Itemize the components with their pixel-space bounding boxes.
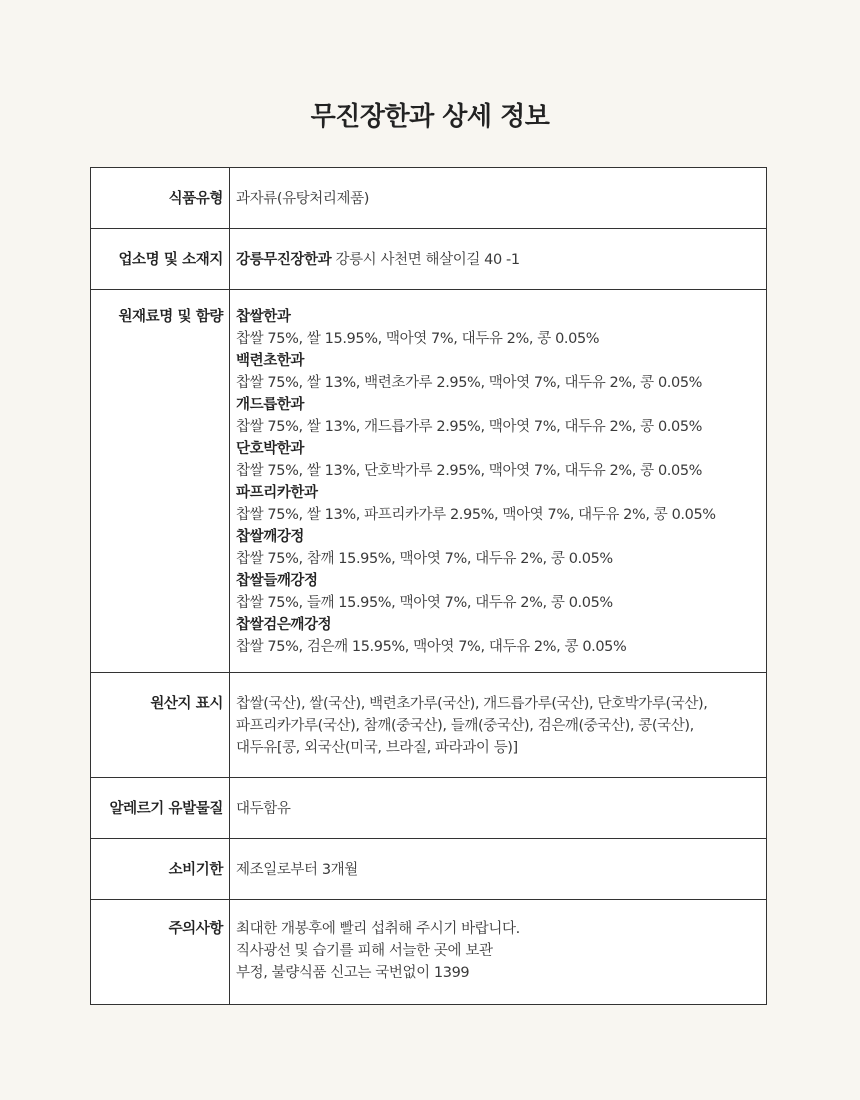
product-ingredients: 찹쌀 75%, 검은깨 15.95%, 맥아엿 7%, 대두유 2%, 콩 0.05% (236, 639, 627, 655)
product-name: 찹쌀깨강정 (236, 529, 305, 545)
company-address: 강릉시 사천면 해살이길 40 -1 (335, 252, 520, 268)
row-origin (91, 673, 767, 778)
row-expiry (91, 839, 767, 900)
origin-label: 원산지 표시 (91, 673, 230, 778)
company-name: 강릉무진장한과 (236, 252, 332, 268)
ingredients-label: 원재료명 및 함량 (91, 290, 230, 673)
product-ingredients: 찹쌀 75%, 쌀 15.95%, 맥아엿 7%, 대두유 2%, 콩 0.05% (236, 331, 600, 347)
origin-line: 찹쌀(국산), 쌀(국산), 백련초가루(국산), 개드릅가루(국산), 단호박가루(국산), (236, 696, 708, 712)
food-type-value: 과자류(유탕처리제품) (230, 168, 767, 229)
product-ingredients: 찹쌀 75%, 쌀 13%, 백련초가루 2.95%, 맥아엿 7%, 대두유 2%, 콩 0.05% (236, 375, 703, 391)
allergy-value: 대두함유 (230, 778, 767, 839)
origin-value (230, 673, 767, 778)
product-name: 찹쌀한과 (236, 309, 291, 325)
product-ingredients: 찹쌀 75%, 쌀 13%, 개드릅가루 2.95%, 맥아엿 7%, 대두유 2%, 콩 0.05% (236, 419, 703, 435)
expiry-value: 제조일로부터 3개월 (230, 839, 767, 900)
product-ingredients: 찹쌀 75%, 쌀 13%, 파프리카가루 2.95%, 맥아엿 7%, 대두유 2%, 콩 0.05% (236, 507, 716, 523)
product-name: 찹쌀들깨강정 (236, 573, 318, 589)
product-name: 파프리카한과 (236, 485, 318, 501)
product-name: 단호박한과 (236, 441, 305, 457)
allergy-label: 알레르기 유발물질 (91, 778, 230, 839)
caution-line: 최대한 개봉후에 빨리 섭취해 주시기 바랍니다. (236, 921, 520, 937)
cautions-value (230, 900, 767, 1005)
row-ingredients (91, 290, 767, 673)
cautions-label: 주의사항 (91, 900, 230, 1005)
product-ingredients: 찹쌀 75%, 참깨 15.95%, 맥아엿 7%, 대두유 2%, 콩 0.05% (236, 551, 613, 567)
product-ingredients: 찹쌀 75%, 쌀 13%, 단호박가루 2.95%, 맥아엿 7%, 대두유 2%, 콩 0.05% (236, 463, 703, 479)
row-allergy (91, 778, 767, 839)
company-label: 업소명 및 소재지 (91, 229, 230, 290)
product-name: 개드릅한과 (236, 397, 305, 413)
row-food-type (91, 168, 767, 229)
product-name: 백련초한과 (236, 353, 305, 369)
ingredients-value (230, 290, 767, 673)
row-company (91, 229, 767, 290)
expiry-label: 소비기한 (91, 839, 230, 900)
page-title: 무진장한과 상세 정보 (310, 102, 550, 132)
caution-line: 부정, 불량식품 신고는 국번없이 1399 (236, 965, 470, 981)
row-cautions (91, 900, 767, 1005)
product-ingredients: 찹쌀 75%, 들깨 15.95%, 맥아엿 7%, 대두유 2%, 콩 0.05% (236, 595, 613, 611)
food-type-label: 식품유형 (91, 168, 230, 229)
product-info-table (90, 167, 767, 1005)
origin-line: 파프리카가루(국산), 참깨(중국산), 들깨(중국산), 검은깨(중국산), 콩(국산), (236, 718, 694, 734)
caution-line: 직사광선 및 습기를 피해 서늘한 곳에 보관 (236, 943, 493, 959)
company-value (230, 229, 767, 290)
origin-line: 대두유[콩, 외국산(미국, 브라질, 파라과이 등)] (236, 740, 518, 756)
product-name: 찹쌀검은깨강정 (236, 617, 332, 633)
